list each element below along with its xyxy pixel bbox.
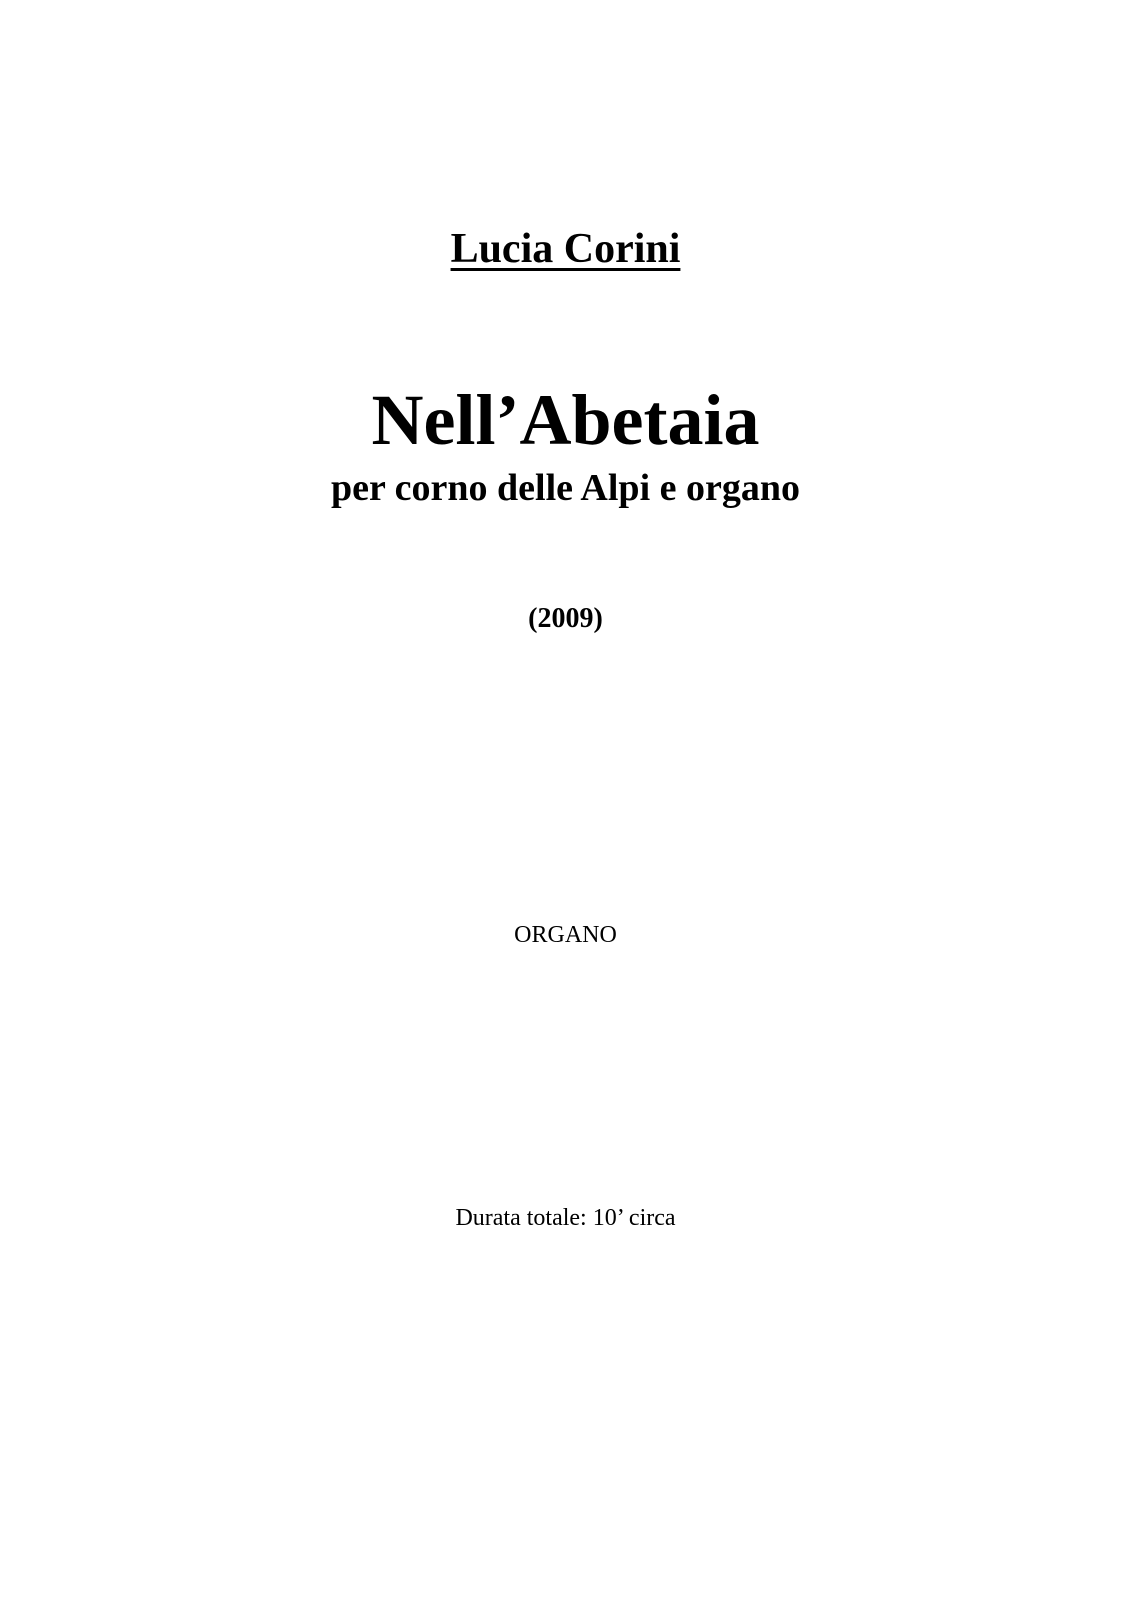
work-title: Nell’Abetaia xyxy=(371,380,760,460)
composer-name: Lucia Corini xyxy=(450,226,681,272)
composition-year: (2009) xyxy=(528,603,603,634)
part-name: ORGANO xyxy=(514,922,617,948)
total-duration: Durata totale: 10’ circa xyxy=(455,1205,676,1231)
instrumentation-subtitle: per corno delle Alpi e organo xyxy=(331,467,800,509)
